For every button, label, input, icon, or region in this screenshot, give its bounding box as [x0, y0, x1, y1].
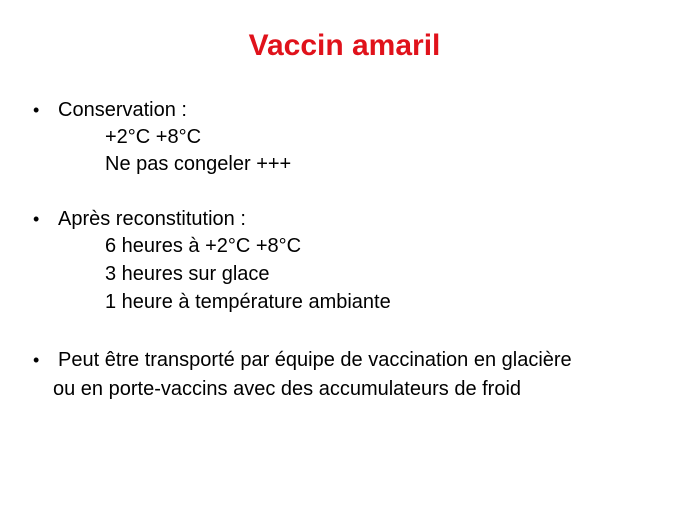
reconstitution-line-1h: 1 heure à température ambiante: [105, 291, 391, 313]
conservation-line-temperature: +2°C +8°C: [105, 126, 202, 148]
reconstitution-line-6h: 6 heures à +2°C +8°C: [105, 235, 302, 257]
conservation-line-no-freeze: Ne pas congeler +++: [105, 153, 292, 175]
section-heading-transport: Peut être transporté par équipe de vaccination en glacière: [58, 349, 572, 371]
bullet-icon: •: [33, 350, 40, 370]
bullet-icon: •: [33, 100, 40, 120]
slide-title: Vaccin amaril: [248, 29, 441, 62]
reconstitution-line-3h: 3 heures sur glace: [105, 263, 270, 285]
transport-line-continuation: ou en porte-vaccins avec des accumulateurs de froid: [53, 378, 522, 400]
bullet-icon: •: [33, 209, 40, 229]
section-heading-reconstitution: Après reconstitution :: [58, 208, 246, 230]
section-heading-conservation: Conservation :: [58, 99, 187, 121]
